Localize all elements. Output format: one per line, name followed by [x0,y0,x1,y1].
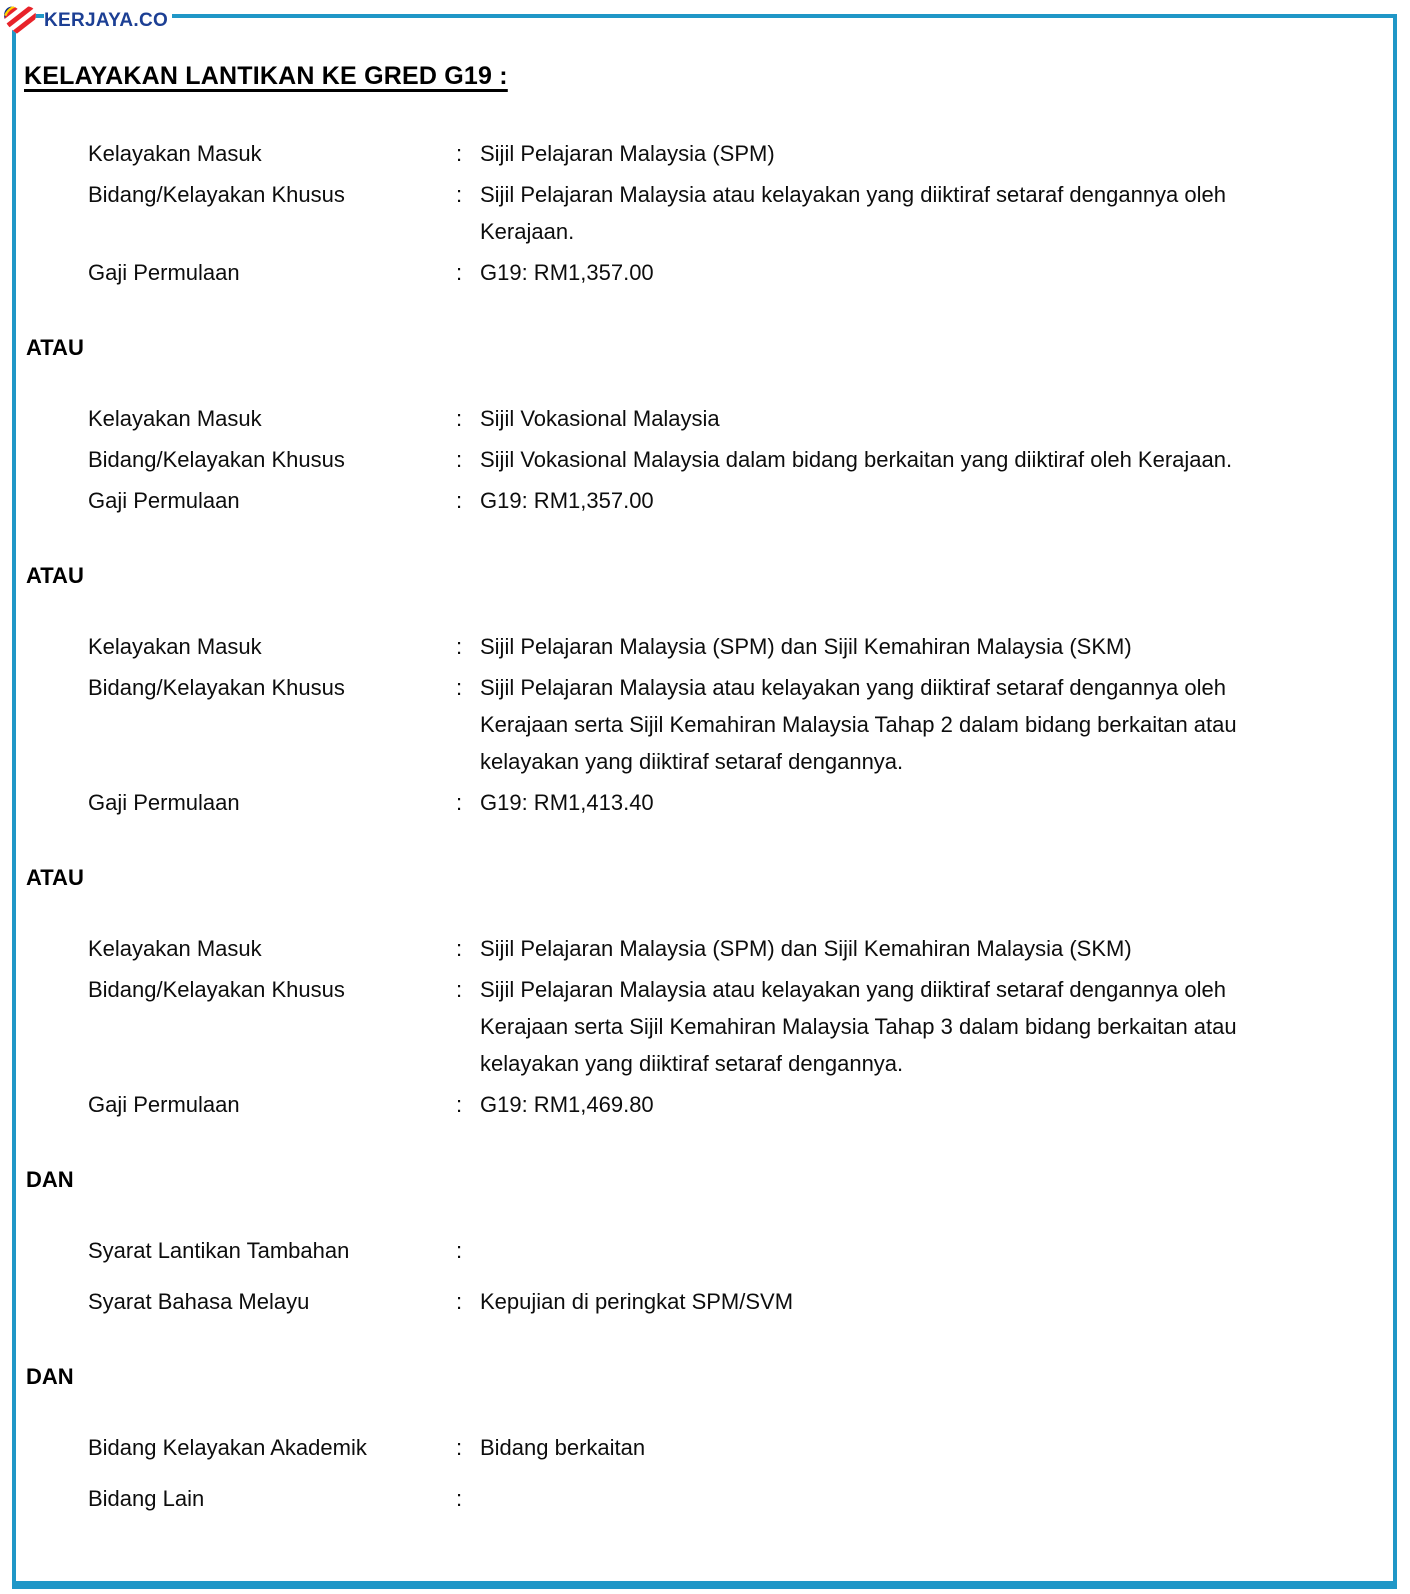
field-label: Bidang/Kelayakan Khusus [88,182,345,207]
colon-separator: : [456,1289,463,1314]
colon-separator: : [456,406,463,431]
field-row-bidang-khusus [88,971,1393,1082]
field-label: Gaji Permulaan [88,790,240,815]
field-row-syarat-lantikan-tambahan [88,1232,1393,1269]
field-row-bidang-khusus [88,669,1393,780]
qualification-section-1 [16,135,1393,291]
colon-separator: : [456,634,463,659]
colon-separator: : [456,141,463,166]
field-value: G19: RM1,413.40 [480,790,654,815]
colon-separator: : [456,675,463,700]
field-label: Kelayakan Masuk [88,634,262,659]
colon-separator: : [456,260,463,285]
field-value: Sijil Pelajaran Malaysia atau kelayakan yang diiktiraf setaraf dengannya oleh Kerajaan serta Sijil Kemahiran Malaysia Tahap 3 dalam bidang berkaitan atau kelayakan yang diiktiraf setaraf dengannya. [480,977,1237,1076]
field-label: Gaji Permulaan [88,260,240,285]
colon-separator: : [456,1238,463,1263]
field-value: Sijil Pelajaran Malaysia (SPM) [480,141,775,166]
field-label: Bidang/Kelayakan Khusus [88,675,345,700]
field-row-kelayakan-masuk [88,930,1393,967]
field-value: Sijil Pelajaran Malaysia (SPM) dan Sijil Kemahiran Malaysia (SKM) [480,936,1132,961]
field-row-syarat-bahasa-melayu [88,1283,1393,1320]
colon-separator: : [456,1486,463,1511]
connector-atau-2: ATAU [26,563,84,588]
connector-dan-2: DAN [26,1364,74,1389]
colon-separator: : [456,977,463,1002]
field-row-gaji-permulaan [88,482,1393,519]
colon-separator: : [456,790,463,815]
field-row-gaji-permulaan [88,254,1393,291]
field-value: Sijil Pelajaran Malaysia atau kelayakan yang diiktiraf setaraf dengannya oleh Kerajaan. [480,182,1227,244]
colon-separator: : [456,182,463,207]
field-value: Bidang berkaitan [480,1435,646,1460]
field-value: Sijil Vokasional Malaysia [480,406,720,431]
field-label: Gaji Permulaan [88,488,240,513]
document-body [16,18,1393,1581]
field-value: G19: RM1,357.00 [480,260,654,285]
qualification-section-3 [16,628,1393,821]
field-value: G19: RM1,469.80 [480,1092,654,1117]
colon-separator: : [456,1092,463,1117]
field-value: Sijil Pelajaran Malaysia (SPM) dan Sijil Kemahiran Malaysia (SKM) [480,634,1132,659]
field-label: Kelayakan Masuk [88,141,262,166]
field-label: Bidang/Kelayakan Khusus [88,977,345,1002]
field-row-bidang-khusus [88,441,1393,478]
field-label: Bidang Kelayakan Akademik [88,1435,367,1460]
additional-requirements-section [16,1232,1393,1320]
field-label: Kelayakan Masuk [88,936,262,961]
academic-field-section [16,1429,1393,1517]
field-row-gaji-permulaan [88,1086,1393,1123]
field-value: Kepujian di peringkat SPM/SVM [480,1289,794,1314]
qualification-section-2 [16,400,1393,519]
field-value: Sijil Vokasional Malaysia dalam bidang berkaitan yang diiktiraf oleh Kerajaan. [480,447,1233,472]
field-value: G19: RM1,357.00 [480,488,654,513]
field-value: Sijil Pelajaran Malaysia atau kelayakan yang diiktiraf setaraf dengannya oleh Kerajaan serta Sijil Kemahiran Malaysia Tahap 2 dalam bidang berkaitan atau kelayakan yang diiktiraf setaraf dengannya. [480,675,1237,774]
connector-atau-3: ATAU [26,865,84,890]
field-row-bidang-kelayakan-akademik [88,1429,1393,1466]
field-row-bidang-khusus [88,176,1393,250]
brand-logo[interactable] [2,4,172,38]
connector-atau-1: ATAU [26,335,84,360]
colon-separator: : [456,447,463,472]
qualification-section-4 [16,930,1393,1123]
brand-name: KERJAYA.CO [44,8,172,34]
field-row-kelayakan-masuk [88,135,1393,172]
field-row-kelayakan-masuk [88,400,1393,437]
field-row-gaji-permulaan [88,784,1393,821]
field-label: Gaji Permulaan [88,1092,240,1117]
field-label: Bidang/Kelayakan Khusus [88,447,345,472]
connector-dan-1: DAN [26,1167,74,1192]
field-label: Kelayakan Masuk [88,406,262,431]
kerjaya-heart-flag-icon [2,4,38,38]
field-row-kelayakan-masuk [88,628,1393,665]
colon-separator: : [456,1435,463,1460]
field-label: Syarat Lantikan Tambahan [88,1238,350,1263]
field-label: Bidang Lain [88,1486,205,1511]
colon-separator: : [456,488,463,513]
colon-separator: : [456,936,463,961]
field-label: Syarat Bahasa Melayu [88,1289,310,1314]
field-row-bidang-lain [88,1480,1393,1517]
page-title: KELAYAKAN LANTIKAN KE GRED G19 : [24,62,508,90]
